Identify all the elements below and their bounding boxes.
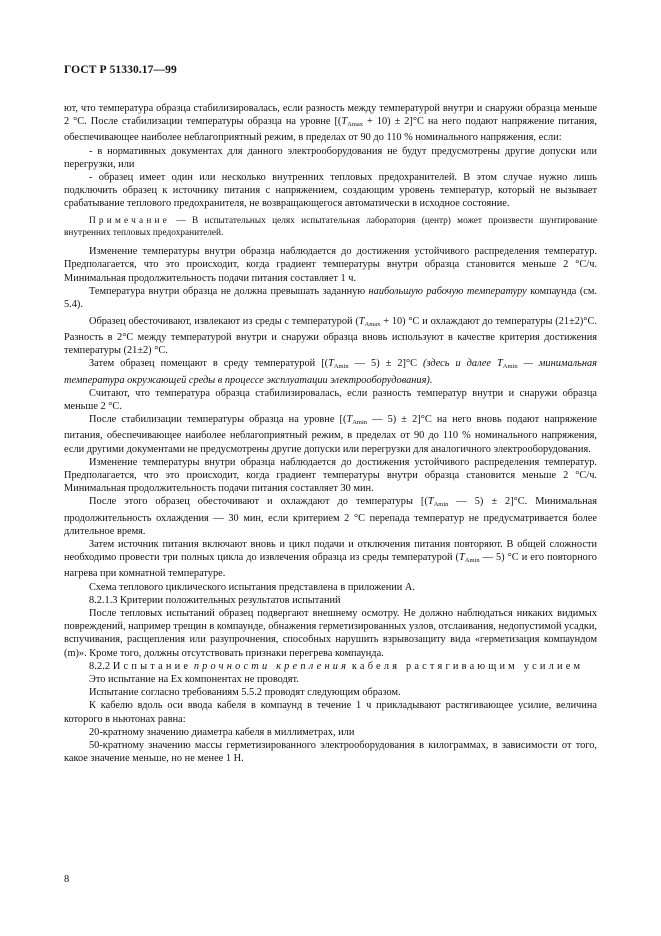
standard-header: ГОСТ Р 51330.17—99 — [64, 64, 177, 76]
paragraph-8: Считают, что температура образца стабилизировалась, если разность температур внутри и снаружи образца меньше 2 °С. — [64, 387, 597, 412]
section-8-2-1-3: 8.2.1.3 Критерии положительных результатов испытаний — [89, 594, 341, 606]
section-8-2-2-title: 8.2.2 Испытание прочности крепления кабеля растягивающим усилием — [89, 660, 584, 672]
body-text — [64, 102, 597, 765]
paragraph-7: Затем образец помещают в среду температурой [($T_{Amin}$ — 5) ± 2]°С (здесь и далее $T_{Amin}$ — минимальная температура окружающей среды в процессе эксплуатации электрооборудования). — [64, 358, 597, 386]
note-label: Примечание — [89, 215, 170, 226]
paragraph-13: Схема теплового циклического испытания представлена в приложении А. — [89, 581, 415, 593]
page-number: 8 — [64, 874, 70, 885]
paragraph-2: - в нормативных документах для данного электрооборудования не будут предусмотрены другие допуски или перегрузки, или — [64, 145, 597, 170]
paragraph-1: ют, что температура образца стабилизировалась, если разность между температурой внутри и снаружи образца меньше 2 °С. После стабилизации температуры образца на уровне $[(T_{Amax} + 10) \pm 2]^\circ С$ на него подают напряжение питания, обеспечивающее наиболее неблагоприятный режим, в пределах от 90 до 110 % номинального напряжения, если: — [64, 103, 597, 144]
paragraph-6: Образец обесточивают, извлекают из среды с температурой $(T_{Amax} + 10)$ °С и охлаждают до температуры (21±2)°С. Разность в 2°С между температурой внутри и снаружи образца вновь используют в качестве критерия достижения температуры (21±2) °С. — [64, 315, 597, 357]
paragraph-15: После тепловых испытаний образец подвергают внешнему осмотру. Не должно наблюдаться никаких видимых повреждений, например трещин в компаунде, обнажения герметизированных узлов, отслаивания, недопустимой усадки, вспучивания, расщепления или разупрочнения, способных нарушить взрывозащиту вида «герметизация компаундом (m)». Кроме того, должны отсутствовать признаки перегрева компаунда. — [64, 608, 597, 659]
paragraph-3: - образец имеет один или несколько внутренних тепловых предохранителей. В этом случае нужно лишь подключить образец к источнику питания с напряжением, создающим уровень температур, который не вызывает срабатывание теплового предохранителя, не возвращающегося автоматически в исходное состояние. — [64, 172, 597, 210]
paragraph-4: Изменение температуры внутри образца наблюдается до достижения устойчивого распределения температур. Предполагается, что это происходит, когда градиент температуры внутри образца становится меньше 2 °С/ч. Минимальная продолжительность подачи питания составляет 1 ч. — [64, 246, 597, 284]
paragraph-12: Затем источник питания включают вновь и цикл подачи и отключения питания повторяют. В общей сложности необходимо провести три полных цикла до извлечения образца из среды температурой ($T_{Amin}$ — 5) °С и его повторного нагрева при комнатной температуре. — [64, 538, 597, 580]
paragraph-5: Температура внутри образца не должна превышать заданную наибольшую рабочую температуру компаунда (см. 5.4). — [64, 285, 597, 311]
paragraph-21: 50-кратному значению массы герметизированного электрооборудования в килограммах, в зависимости от того, какое значение меньше, но не менее 1 Н. — [64, 740, 597, 765]
paragraph-18: Испытание согласно требованиям 5.5.2 проводят следующим образом. — [89, 687, 401, 699]
paragraph-20: 20-кратному значению диаметра кабеля в миллиметрах, или — [89, 726, 355, 738]
paragraph-9: После стабилизации температуры образца на уровне [($T_{Amin}$ — 5) ± 2]°С на него вновь подают напряжение питания, обеспечивающее наиболее неблагоприятный режим, в пределах от 90 до 110 % номинального напряжения, если другими документами не предусмотрены другие допуски или перегрузки для аналогичного электрооборудования. — [64, 414, 597, 455]
paragraph-19: К кабелю вдоль оси ввода кабеля в компаунд в течение 1 ч прикладывают растягивающее усилие, величина которого в ньютонах равна: — [64, 700, 597, 725]
paragraph-17: Это испытание на Ex компонентах не проводят. — [89, 674, 299, 686]
paragraph-10: Изменение температуры внутри образца наблюдается до достижения устойчивого распределения температур. Предполагается, что это происходит, когда градиент температуры внутри образца становится меньше 2 °С/ч. Минимальная продолжительность подачи питания составляет 30 мин. — [64, 456, 597, 495]
note-paragraph: Примечание — В испытательных целях испытательная лаборатория (центр) может произвести шунтирование внутренних тепловых предохранителей. — [64, 215, 597, 238]
paragraph-11: После этого образец обесточивают и охлаждают до температуры [($T_{Amin}$ — 5) ± 2]°С. Минимальная продолжительность охлаждения — 30 мин, если критерием 2 °С перепада температур не предусматривается более длительное время. — [64, 496, 597, 537]
